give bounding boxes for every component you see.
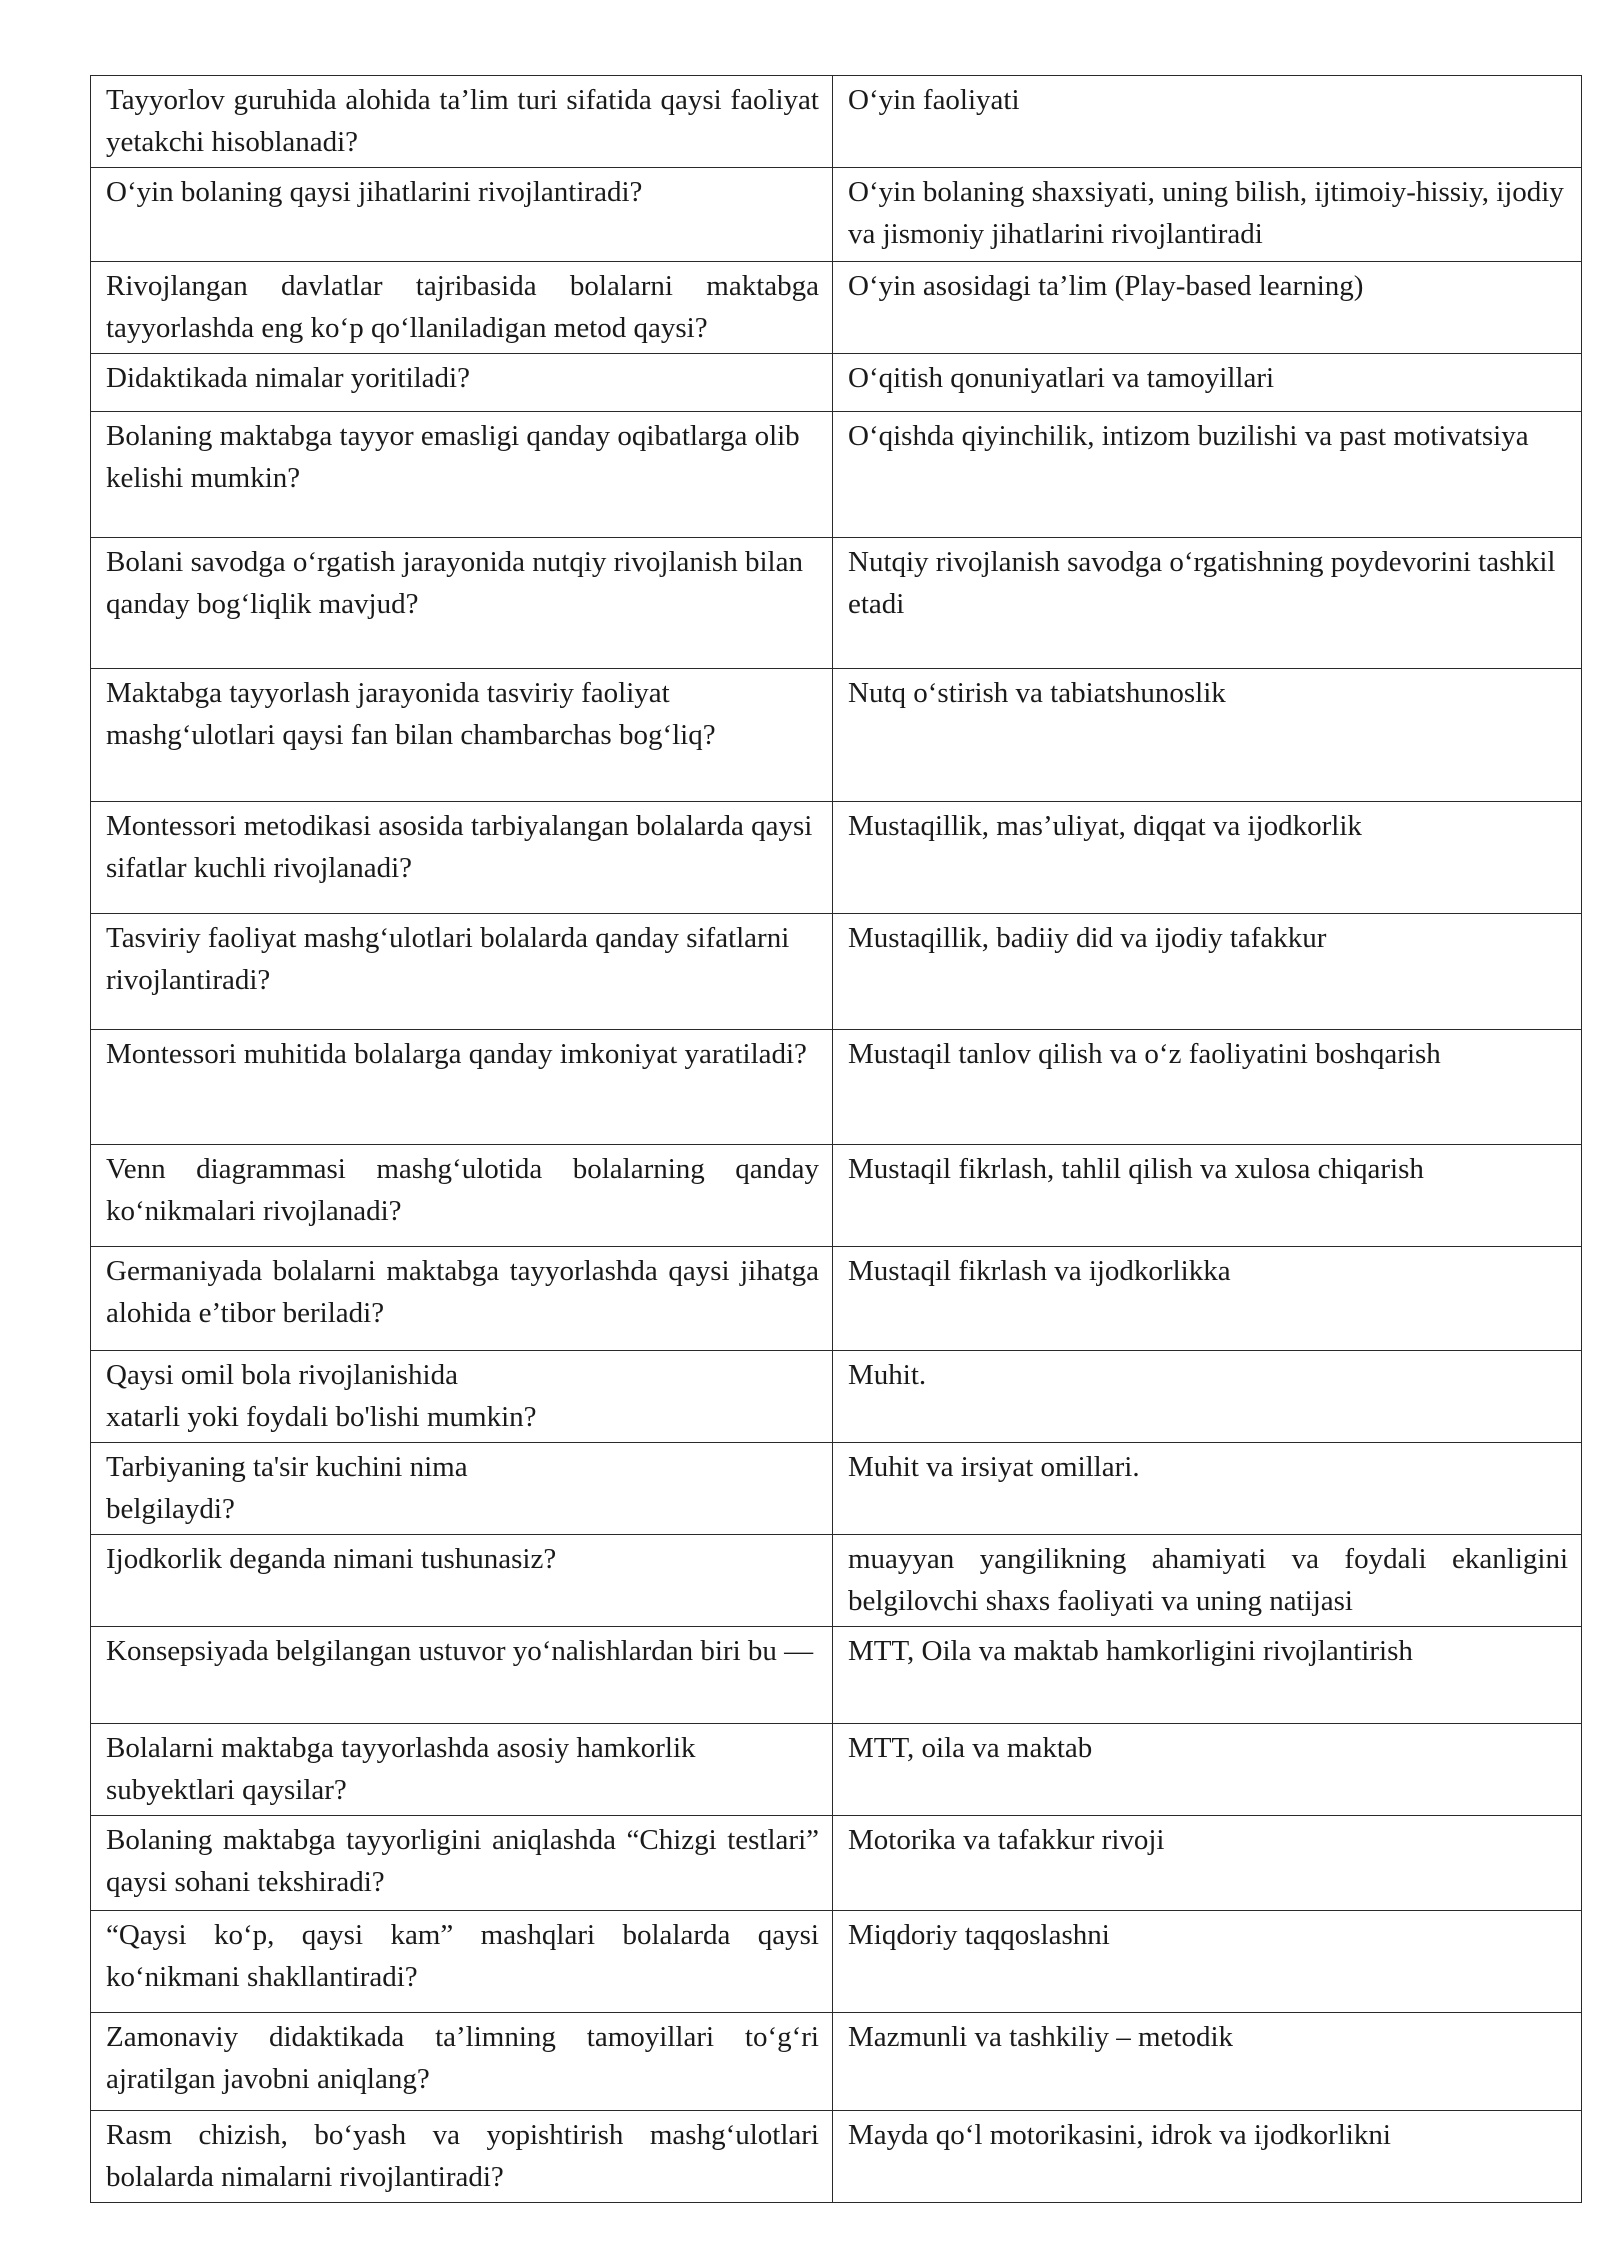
answer-cell: O‘yin faoliyati [833, 76, 1582, 168]
question-cell: Ijodkorlik deganda nimani tushunasiz? [91, 1535, 833, 1627]
answer-cell: Mustaqil fikrlash, tahlil qilish va xulosa chiqarish [833, 1145, 1582, 1247]
table-row [91, 2111, 1582, 2203]
question-cell: Tayyorlov guruhida alohida ta’lim turi sifatida qaysi faoliyat yetakchi hisoblanadi? [91, 76, 833, 168]
table-row [91, 1724, 1582, 1816]
table-row [91, 412, 1582, 538]
answer-cell: O‘qitish qonuniyatlari va tamoyillari [833, 354, 1582, 412]
answer-cell: muayyan yangilikning ahamiyati va foydali ekanligini belgilovchi shaxs faoliyati va uning natijasi [833, 1535, 1582, 1627]
question-cell: Germaniyada bolalarni maktabga tayyorlashda qaysi jihatga alohida e’tibor beriladi? [91, 1247, 833, 1351]
table-row [91, 1247, 1582, 1351]
answer-cell: Muhit. [833, 1351, 1582, 1443]
table-row [91, 2013, 1582, 2111]
table-row [91, 802, 1582, 914]
table-row [91, 262, 1582, 354]
answer-cell: MTT, oila va maktab [833, 1724, 1582, 1816]
table-row [91, 1145, 1582, 1247]
answer-cell: O‘yin asosidagi ta’lim (Play-based learning) [833, 262, 1582, 354]
question-cell: Rasm chizish, bo‘yash va yopishtirish mashg‘ulotlari bolalarda nimalarni rivojlantiradi? [91, 2111, 833, 2203]
question-cell: Didaktikada nimalar yoritiladi? [91, 354, 833, 412]
answer-cell: MTT, Oila va maktab hamkorligini rivojlantirish [833, 1627, 1582, 1724]
answer-cell: Muhit va irsiyat omillari. [833, 1443, 1582, 1535]
question-cell: O‘yin bolaning qaysi jihatlarini rivojlantiradi? [91, 168, 833, 262]
answer-cell: O‘yin bolaning shaxsiyati, uning bilish, ijtimoiy-hissiy, ijodiy va jismoniy jihatlarini rivojlantiradi [833, 168, 1582, 262]
table-row [91, 1535, 1582, 1627]
question-cell: Konsepsiyada belgilangan ustuvor yo‘nalishlardan biri bu — [91, 1627, 833, 1724]
table-row [91, 1627, 1582, 1724]
answer-cell: Nutqiy rivojlanish savodga o‘rgatishning poydevorini tashkil etadi [833, 538, 1582, 669]
question-cell: Venn diagrammasi mashg‘ulotida bolalarning qanday ko‘nikmalari rivojlanadi? [91, 1145, 833, 1247]
table-row [91, 1816, 1582, 1911]
question-cell: Bolaning maktabga tayyor emasligi qanday oqibatlarga olib kelishi mumkin? [91, 412, 833, 538]
answer-cell: Mustaqil tanlov qilish va o‘z faoliyatini boshqarish [833, 1030, 1582, 1145]
answer-cell: Mayda qo‘l motorikasini, idrok va ijodkorlikni [833, 2111, 1582, 2203]
question-cell: Bolaning maktabga tayyorligini aniqlashda “Chizgi testlari” qaysi sohani tekshiradi? [91, 1816, 833, 1911]
answer-cell: Mustaqil fikrlash va ijodkorlikka [833, 1247, 1582, 1351]
question-cell: Montessori metodikasi asosida tarbiyalangan bolalarda qaysi sifatlar kuchli rivojlanadi? [91, 802, 833, 914]
answer-cell: O‘qishda qiyinchilik, intizom buzilishi va past motivatsiya [833, 412, 1582, 538]
table-row [91, 168, 1582, 262]
answer-cell: Motorika va tafakkur rivoji [833, 1816, 1582, 1911]
answer-cell: Miqdoriy taqqoslashni [833, 1911, 1582, 2013]
table-row [91, 1030, 1582, 1145]
answer-cell: Mazmunli va tashkiliy – metodik [833, 2013, 1582, 2111]
answer-cell: Mustaqillik, mas’uliyat, diqqat va ijodkorlik [833, 802, 1582, 914]
table-row [91, 914, 1582, 1030]
question-cell: Tarbiyaning ta'sir kuchini nima belgilaydi? [91, 1443, 833, 1535]
answer-cell: Nutq o‘stirish va tabiatshunoslik [833, 669, 1582, 802]
question-cell: Zamonaviy didaktikada ta’limning tamoyillari to‘g‘ri ajratilgan javobni aniqlang? [91, 2013, 833, 2111]
table-row [91, 669, 1582, 802]
table-row [91, 354, 1582, 412]
question-cell: Maktabga tayyorlash jarayonida tasviriy faoliyat mashg‘ulotlari qaysi fan bilan chambarchas bog‘liq? [91, 669, 833, 802]
table-row [91, 1351, 1582, 1443]
table-row [91, 76, 1582, 168]
answer-cell: Mustaqillik, badiiy did va ijodiy tafakkur [833, 914, 1582, 1030]
question-cell: “Qaysi ko‘p, qaysi kam” mashqlari bolalarda qaysi ko‘nikmani shakllantiradi? [91, 1911, 833, 2013]
qa-table [90, 75, 1582, 2203]
question-cell: Montessori muhitida bolalarga qanday imkoniyat yaratiladi? [91, 1030, 833, 1145]
question-cell: Rivojlangan davlatlar tajribasida bolalarni maktabga tayyorlashda eng ko‘p qo‘llaniladigan metod qaysi? [91, 262, 833, 354]
table-row [91, 1443, 1582, 1535]
table-row [91, 1911, 1582, 2013]
question-cell: Qaysi omil bola rivojlanishida xatarli yoki foydali bo'lishi mumkin? [91, 1351, 833, 1443]
question-cell: Bolani savodga o‘rgatish jarayonida nutqiy rivojlanish bilan qanday bog‘liqlik mavjud? [91, 538, 833, 669]
question-cell: Tasviriy faoliyat mashg‘ulotlari bolalarda qanday sifatlarni rivojlantiradi? [91, 914, 833, 1030]
table-row [91, 538, 1582, 669]
qa-table-body [91, 76, 1582, 2203]
question-cell: Bolalarni maktabga tayyorlashda asosiy hamkorlik subyektlari qaysilar? [91, 1724, 833, 1816]
